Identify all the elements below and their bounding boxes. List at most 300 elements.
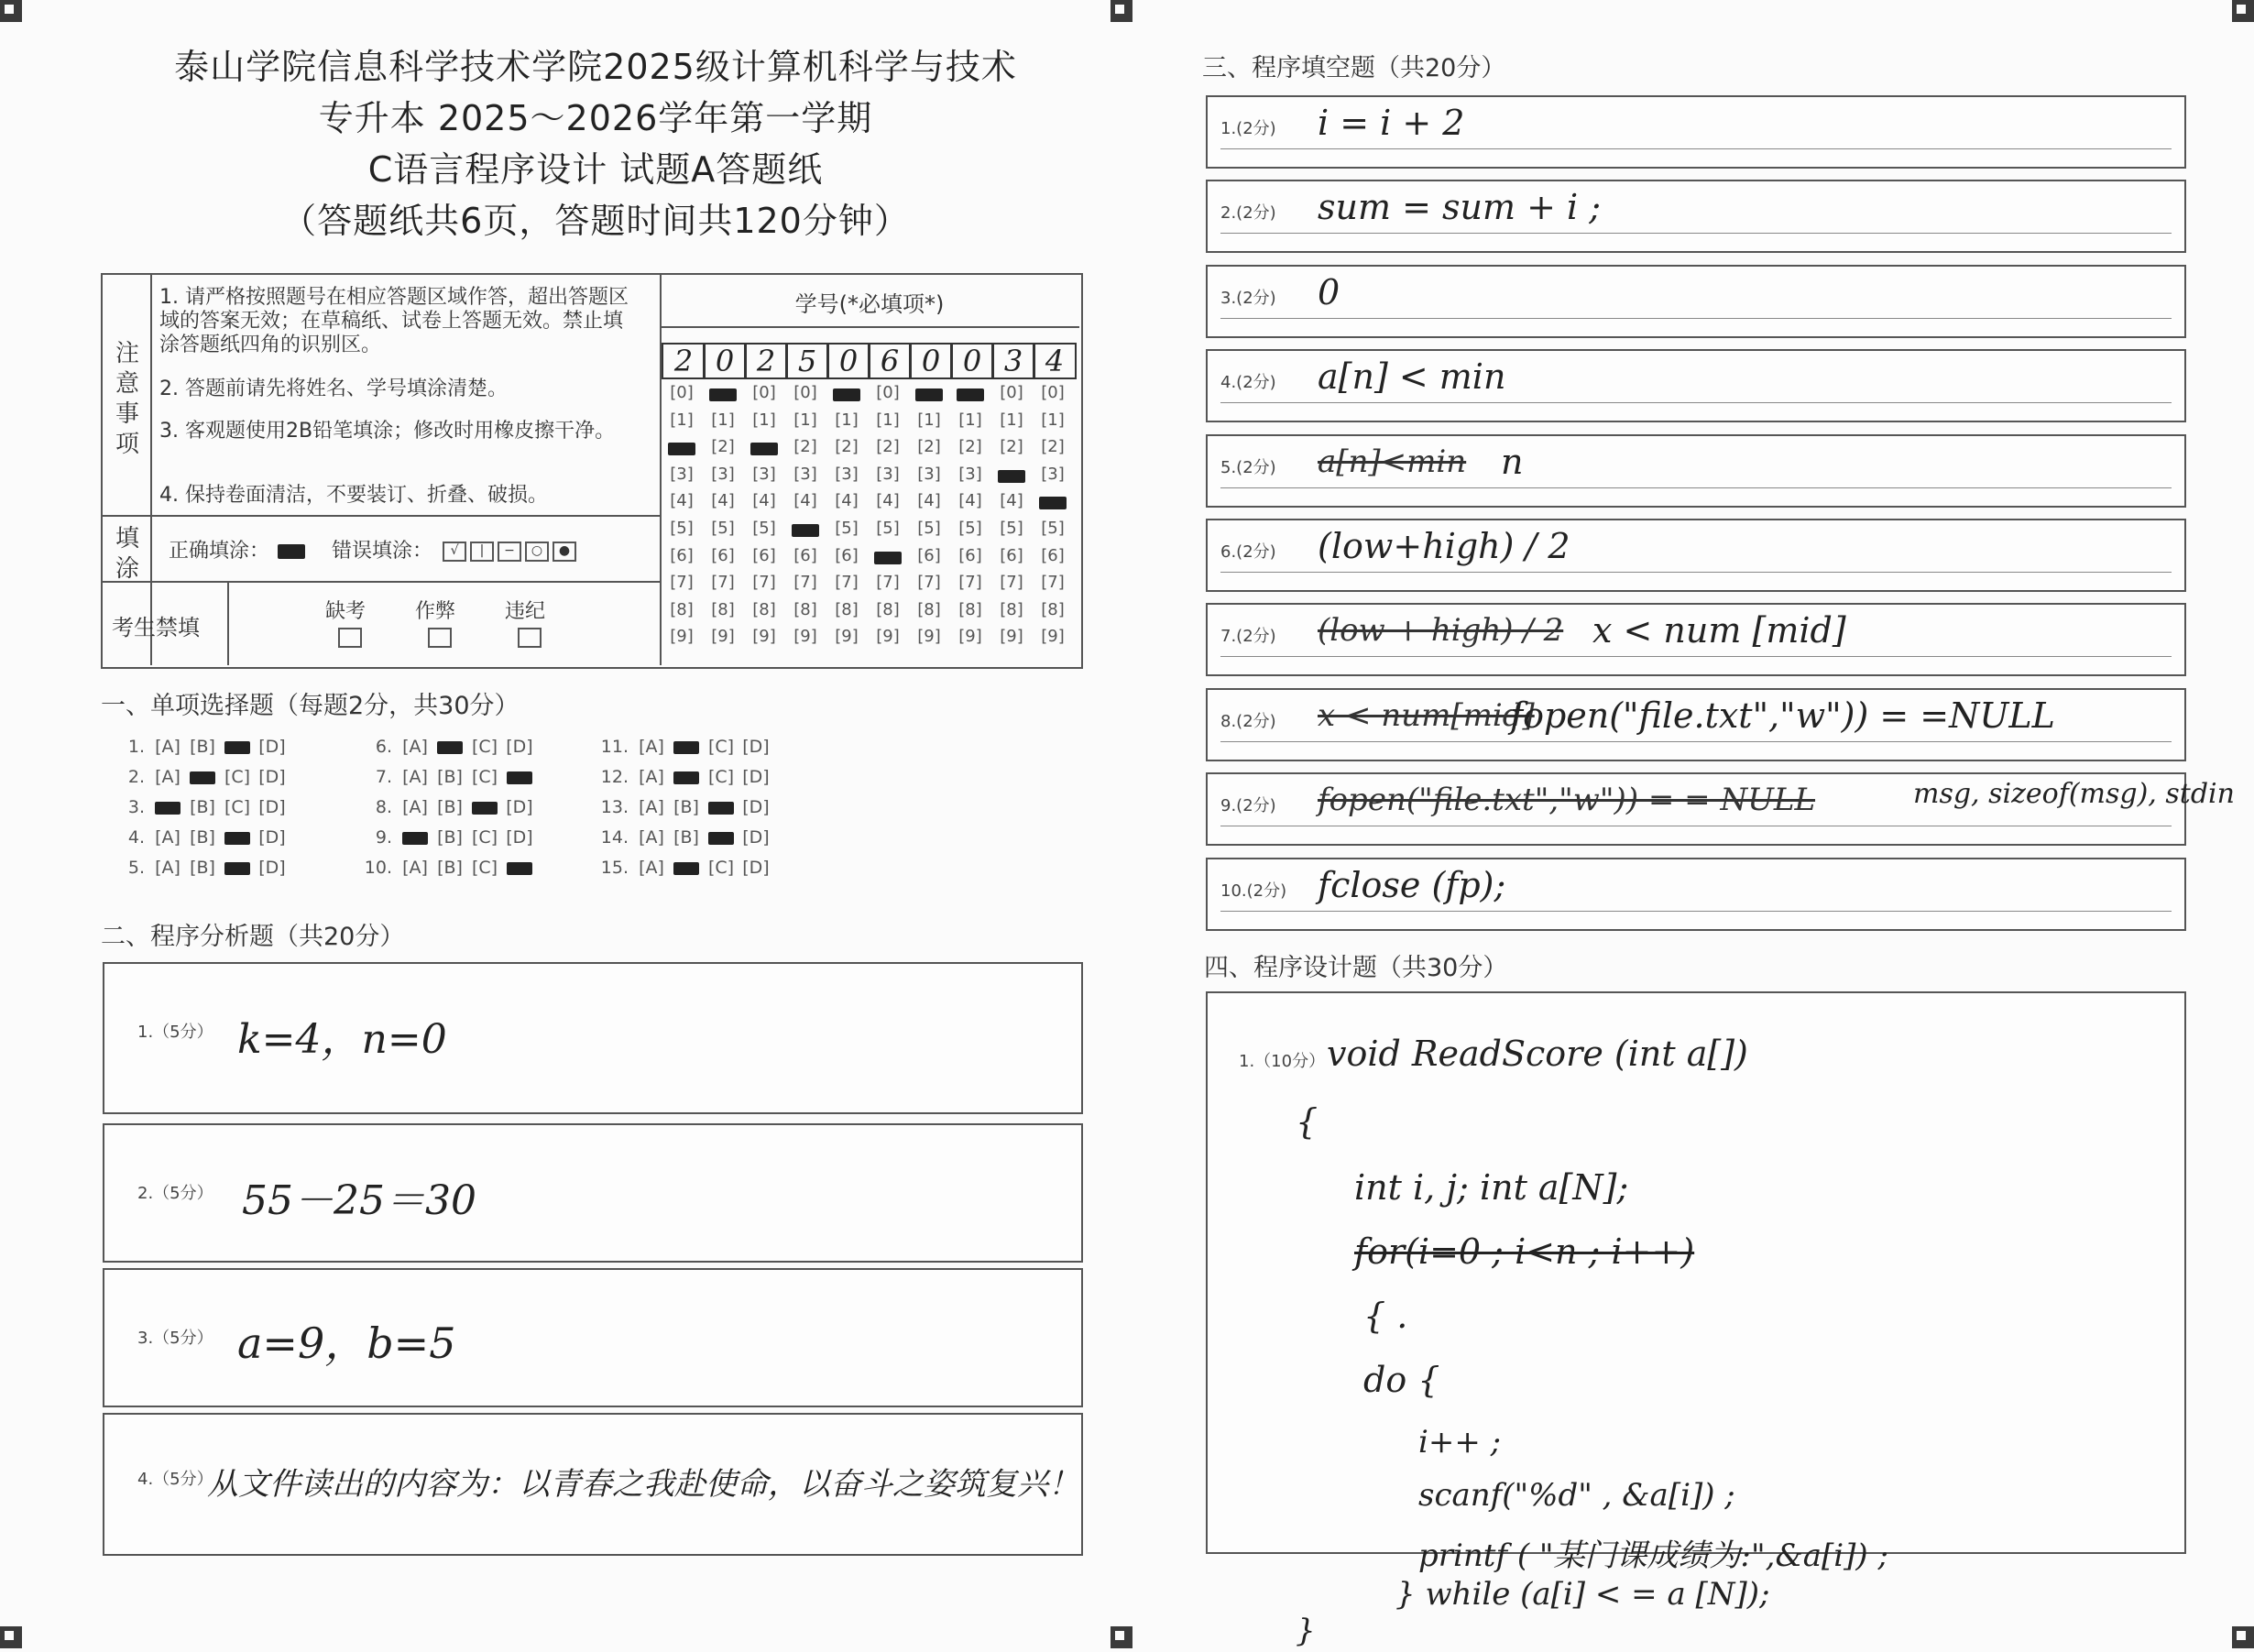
fill-answer: fopen("file.txt","w")) = =NULL bbox=[1510, 695, 2055, 736]
fill-question-label: 5.(2分) bbox=[1220, 457, 1276, 477]
code-line: do { bbox=[1363, 1360, 1440, 1400]
wrong-fill-circle-icon: ○ bbox=[525, 542, 549, 562]
mcq-fill-mark bbox=[708, 832, 734, 845]
student-id-bubble[interactable]: [5] bbox=[1041, 519, 1065, 538]
design-q1-label: 1.（10分） bbox=[1239, 1052, 1326, 1071]
fill-answer-line bbox=[1220, 148, 2172, 149]
mcq-number: 2. bbox=[127, 767, 145, 787]
exam-title-line4: （答题纸共6页，答题时间共120分钟） bbox=[281, 201, 910, 241]
mcq-option[interactable]: [A] bbox=[155, 827, 181, 848]
student-id-bubble[interactable]: [2] bbox=[1041, 437, 1065, 457]
student-id-bubble-filled[interactable] bbox=[709, 388, 737, 401]
fill-answer-line bbox=[1220, 487, 2172, 488]
student-id-bubble[interactable]: [4] bbox=[752, 491, 776, 511]
mcq-fill-mark bbox=[507, 771, 532, 784]
mcq-option-filled[interactable] bbox=[669, 767, 704, 787]
wrong-fill-line-icon: | bbox=[470, 542, 494, 562]
student-id-bubble[interactable]: [7] bbox=[670, 573, 694, 593]
wrong-fill-dash-icon: − bbox=[498, 542, 521, 562]
fill-struck-answer: (low + high) / 2 bbox=[1318, 612, 1564, 650]
mcq-option[interactable]: [C] bbox=[471, 737, 498, 757]
student-id-bubble[interactable]: [1] bbox=[835, 410, 859, 430]
student-id-bubble[interactable]: [7] bbox=[1000, 573, 1023, 593]
student-id-bubble[interactable]: [7] bbox=[835, 573, 859, 593]
student-id-bubble-filled[interactable] bbox=[668, 443, 695, 455]
mcq-fill-mark bbox=[155, 802, 181, 815]
fill-answer: x < num [mid] bbox=[1592, 610, 1846, 651]
student-id-bubble[interactable]: [3] bbox=[835, 464, 859, 484]
student-id-digit: 5 bbox=[785, 343, 829, 379]
mcq-option[interactable]: [A] bbox=[639, 797, 664, 817]
fill-question-label: 3.(2分) bbox=[1220, 288, 1276, 308]
mcq-option-filled[interactable] bbox=[398, 827, 432, 848]
forbid-label: 考生禁填 bbox=[112, 615, 200, 640]
mcq-option[interactable]: [D] bbox=[742, 737, 770, 757]
student-id-bubble[interactable]: [3] bbox=[917, 464, 941, 484]
student-id-bubble[interactable]: [8] bbox=[1041, 599, 1065, 619]
student-id-bubble[interactable]: [9] bbox=[711, 627, 735, 647]
cheat-checkbox[interactable] bbox=[428, 628, 452, 648]
mcq-option[interactable]: [A] bbox=[402, 767, 428, 787]
mcq-option-filled[interactable] bbox=[185, 767, 220, 787]
mcq-fill-mark bbox=[472, 802, 498, 815]
student-id-bubble[interactable]: [6] bbox=[917, 545, 941, 565]
student-id-bubble[interactable]: [1] bbox=[1041, 410, 1065, 430]
analysis-answer-box-3[interactable] bbox=[103, 1268, 1083, 1407]
student-id-bubble[interactable]: [6] bbox=[752, 545, 776, 565]
mcq-option[interactable]: [A] bbox=[639, 737, 664, 757]
student-id-bubble[interactable]: [1] bbox=[958, 410, 982, 430]
exam-title-line3: C语言程序设计 试题A答题纸 bbox=[367, 149, 824, 190]
fill-answer-box[interactable] bbox=[1206, 180, 2186, 253]
mcq-number: 9. bbox=[375, 827, 392, 848]
fill-question-label: 1.(2分) bbox=[1220, 119, 1276, 138]
mcq-option[interactable]: [D] bbox=[258, 827, 286, 848]
analysis-q1-label: 1.（5分） bbox=[137, 1023, 213, 1042]
mcq-fill-mark bbox=[402, 832, 428, 845]
student-id-bubble[interactable]: [9] bbox=[670, 627, 694, 647]
analysis-q2-answer: 55－25＝30 bbox=[242, 1177, 476, 1224]
mcq-fill-mark bbox=[224, 741, 250, 754]
student-id-bubble[interactable]: [9] bbox=[793, 627, 817, 647]
student-id-bubble[interactable]: [9] bbox=[752, 627, 776, 647]
notice-item-2: 2. 答题前请先将姓名、学号填涂清楚。 bbox=[159, 377, 508, 400]
analysis-q3-label: 3.（5分） bbox=[137, 1329, 213, 1348]
student-id-bubble[interactable]: [6] bbox=[670, 545, 694, 565]
mcq-row bbox=[359, 737, 537, 757]
section3-title: 三、程序填空题（共20分） bbox=[1202, 54, 1506, 82]
corner-mark-bottom-center bbox=[1111, 1626, 1132, 1648]
mcq-option[interactable]: [C] bbox=[707, 737, 735, 757]
student-id-bubble[interactable]: [1] bbox=[876, 410, 900, 430]
mcq-number: 8. bbox=[375, 797, 392, 817]
mcq-option[interactable]: [A] bbox=[402, 858, 428, 878]
corner-mark-bottom-right bbox=[2232, 1626, 2254, 1648]
code-line: printf ( "某门课成绩为:",&a[i]) ; bbox=[1418, 1537, 1888, 1574]
student-id-bubble[interactable]: [1] bbox=[711, 410, 735, 430]
student-id-bubble[interactable]: [0] bbox=[1041, 383, 1065, 402]
exam-title-line1: 泰山学院信息科学技术学院2025级计算机科学与技术 bbox=[174, 47, 1017, 87]
design-answer-box[interactable] bbox=[1206, 991, 2186, 1649]
student-id-bubble[interactable]: [6] bbox=[1000, 545, 1023, 565]
student-id-bubble[interactable]: [5] bbox=[958, 519, 982, 538]
mcq-option[interactable]: [A] bbox=[639, 827, 664, 848]
analysis-q4-label: 4.（5分） bbox=[137, 1470, 213, 1489]
student-id-bubble[interactable]: [5] bbox=[711, 519, 735, 538]
mcq-option[interactable]: [D] bbox=[742, 767, 770, 787]
student-id-bubble[interactable]: [9] bbox=[958, 627, 982, 647]
student-id-digit: 2 bbox=[662, 343, 706, 379]
analysis-answer-box-2[interactable] bbox=[103, 1123, 1083, 1263]
student-id-bubble[interactable]: [3] bbox=[752, 464, 776, 484]
mcq-row bbox=[112, 858, 290, 878]
mcq-row bbox=[359, 827, 537, 848]
student-id-bubble[interactable]: [0] bbox=[670, 383, 694, 402]
mcq-option[interactable]: [A] bbox=[639, 858, 664, 878]
fill-answer-line bbox=[1220, 741, 2172, 742]
code-line: i++ ; bbox=[1418, 1424, 1502, 1461]
absent-checkbox[interactable] bbox=[338, 628, 362, 648]
code-line: scanf("%d" , &a[i]) ; bbox=[1418, 1477, 1735, 1514]
code-line: } while (a[i] < = a [N]); bbox=[1395, 1576, 1770, 1613]
mcq-option[interactable]: [A] bbox=[402, 797, 428, 817]
mcq-option-filled[interactable] bbox=[432, 737, 467, 757]
mcq-option[interactable]: [D] bbox=[258, 767, 286, 787]
mcq-fill-mark bbox=[507, 862, 532, 875]
student-id-bubble[interactable]: [1] bbox=[917, 410, 941, 430]
mcq-option[interactable]: [C] bbox=[471, 858, 498, 878]
mcq-option-filled[interactable] bbox=[502, 858, 537, 878]
mcq-option[interactable]: [C] bbox=[707, 767, 735, 787]
fill-answer: n bbox=[1501, 441, 1524, 482]
student-id-bubble[interactable]: [8] bbox=[752, 599, 776, 619]
fill-label: 填涂 bbox=[115, 525, 139, 583]
student-id-bubble[interactable]: [6] bbox=[793, 545, 817, 565]
student-id-digit: 4 bbox=[1033, 343, 1077, 379]
student-id-bubble[interactable]: [1] bbox=[793, 410, 817, 430]
fill-answer-line bbox=[1220, 572, 2172, 573]
mcq-number: 7. bbox=[375, 767, 392, 787]
mcq-option[interactable]: [D] bbox=[506, 737, 533, 757]
student-id-bubble[interactable]: [7] bbox=[752, 573, 776, 593]
mcq-number: 4. bbox=[127, 827, 145, 848]
fill-answer-box[interactable] bbox=[1206, 434, 2186, 508]
mcq-fill-mark bbox=[673, 771, 699, 784]
fill-answer-box[interactable] bbox=[1206, 95, 2186, 169]
student-id-title: 学号(*必填项*) bbox=[794, 291, 945, 317]
student-id-bubble[interactable]: [3] bbox=[711, 464, 735, 484]
mcq-option-filled[interactable] bbox=[502, 767, 537, 787]
student-id-bubble[interactable]: [7] bbox=[876, 573, 900, 593]
mcq-option-filled[interactable] bbox=[220, 858, 255, 878]
wrong-fill-dot-icon: ● bbox=[553, 542, 576, 562]
student-id-bubble[interactable]: [4] bbox=[917, 491, 941, 511]
student-id-bubble[interactable]: [3] bbox=[1041, 464, 1065, 484]
mcq-row bbox=[112, 767, 290, 787]
mcq-option[interactable]: [B] bbox=[673, 797, 699, 817]
mcq-option-filled[interactable] bbox=[669, 737, 704, 757]
mcq-option[interactable]: [C] bbox=[224, 797, 251, 817]
student-id-bubble[interactable]: [5] bbox=[1000, 519, 1023, 538]
student-id-bubble[interactable]: [2] bbox=[1000, 437, 1023, 457]
mcq-fill-mark bbox=[437, 741, 463, 754]
student-id-bubble[interactable]: [9] bbox=[1041, 627, 1065, 647]
student-id-bubble[interactable]: [1] bbox=[752, 410, 776, 430]
mcq-option[interactable]: [D] bbox=[506, 827, 533, 848]
mcq-option[interactable]: [B] bbox=[190, 797, 215, 817]
student-id-digit: 0 bbox=[703, 343, 747, 379]
mcq-option[interactable]: [B] bbox=[437, 797, 463, 817]
mcq-option[interactable]: [D] bbox=[258, 858, 286, 878]
fill-question-label: 4.(2分) bbox=[1220, 373, 1276, 393]
mcq-number: 15. bbox=[600, 858, 629, 878]
fill-struck-answer: x < num[mid] bbox=[1318, 696, 1535, 734]
mcq-option[interactable]: [B] bbox=[190, 737, 215, 757]
correct-fill-sample bbox=[278, 544, 305, 559]
student-id-bubble[interactable]: [4] bbox=[958, 491, 982, 511]
student-id-bubble-filled[interactable] bbox=[998, 470, 1025, 483]
student-id-bubble[interactable]: [3] bbox=[958, 464, 982, 484]
code-line: { bbox=[1296, 1101, 1318, 1142]
section2-title: 二、程序分析题（共20分） bbox=[101, 923, 405, 951]
student-id-bubble[interactable]: [9] bbox=[835, 627, 859, 647]
section1-title: 一、单项选择题（每题2分，共30分） bbox=[101, 692, 520, 720]
mcq-option[interactable]: [A] bbox=[155, 737, 181, 757]
student-id-bubble[interactable]: [4] bbox=[711, 491, 735, 511]
mcq-option-filled[interactable] bbox=[220, 827, 255, 848]
mcq-fill-mark bbox=[224, 862, 250, 875]
student-id-bubble[interactable]: [4] bbox=[670, 491, 694, 511]
fill-answer-box[interactable] bbox=[1206, 858, 2186, 931]
mcq-number: 11. bbox=[600, 737, 629, 757]
fill-answer: fclose (fp); bbox=[1318, 864, 1506, 905]
student-id-bubble[interactable]: [5] bbox=[917, 519, 941, 538]
mcq-option[interactable]: [A] bbox=[155, 767, 181, 787]
mcq-option[interactable]: [D] bbox=[742, 797, 770, 817]
fill-answer: (low+high) / 2 bbox=[1318, 526, 1570, 566]
mcq-row bbox=[359, 767, 537, 787]
student-id-bubble[interactable]: [4] bbox=[876, 491, 900, 511]
analysis-answer-box-1[interactable] bbox=[103, 962, 1083, 1114]
mcq-option[interactable]: [B] bbox=[190, 827, 215, 848]
fill-question-label: 9.(2分) bbox=[1220, 796, 1276, 816]
mcq-option-filled[interactable] bbox=[467, 797, 502, 817]
mcq-number: 1. bbox=[127, 737, 145, 757]
exam-title-line2: 专升本 2025～2026学年第一学期 bbox=[318, 98, 873, 138]
mcq-option[interactable]: [A] bbox=[155, 858, 181, 878]
correct-fill-label: 正确填涂： bbox=[169, 540, 270, 563]
mcq-fill-mark bbox=[224, 832, 250, 845]
student-id-digit: 0 bbox=[909, 343, 953, 379]
mcq-row bbox=[596, 767, 773, 787]
student-id-bubble[interactable]: [0] bbox=[876, 383, 900, 402]
mcq-row bbox=[112, 797, 290, 817]
analysis-q3-answer: a=9，b=5 bbox=[237, 1318, 456, 1368]
student-id-bubble[interactable]: [1] bbox=[670, 410, 694, 430]
fill-answer-box[interactable] bbox=[1206, 688, 2186, 761]
student-id-bubble-filled[interactable] bbox=[750, 443, 778, 455]
student-id-bubble[interactable]: [8] bbox=[670, 599, 694, 619]
mcq-row bbox=[359, 797, 537, 817]
student-id-bubble[interactable]: [0] bbox=[1000, 383, 1023, 402]
student-id-bubble[interactable]: [8] bbox=[1000, 599, 1023, 619]
violation-label: 违纪 bbox=[504, 600, 545, 623]
mcq-option[interactable]: [C] bbox=[707, 858, 735, 878]
student-id-bubble[interactable]: [7] bbox=[958, 573, 982, 593]
student-id-bubble-filled[interactable] bbox=[792, 524, 819, 537]
student-id-bubble-filled[interactable] bbox=[833, 388, 860, 401]
student-id-bubble[interactable]: [5] bbox=[835, 519, 859, 538]
student-id-bubble-filled[interactable] bbox=[957, 388, 984, 401]
cheat-label: 作弊 bbox=[414, 600, 455, 623]
student-id-bubble[interactable]: [6] bbox=[1041, 545, 1065, 565]
analysis-answer-box-4[interactable] bbox=[103, 1413, 1083, 1556]
student-id-bubble[interactable]: [8] bbox=[793, 599, 817, 619]
student-id-bubble-filled[interactable] bbox=[915, 388, 943, 401]
student-id-bubble[interactable]: [3] bbox=[876, 464, 900, 484]
wrong-fill-check-icon: √ bbox=[443, 542, 466, 562]
corner-mark-top-left bbox=[0, 0, 22, 22]
student-id-bubble[interactable]: [2] bbox=[835, 437, 859, 457]
mcq-option[interactable]: [D] bbox=[258, 797, 286, 817]
student-id-bubble[interactable]: [8] bbox=[876, 599, 900, 619]
student-id-bubble[interactable]: [8] bbox=[711, 599, 735, 619]
corner-mark-bottom-left bbox=[0, 1626, 22, 1648]
mcq-option[interactable]: [C] bbox=[471, 767, 498, 787]
mcq-option[interactable]: [A] bbox=[402, 737, 428, 757]
student-id-bubble[interactable]: [9] bbox=[1000, 627, 1023, 647]
student-id-bubble[interactable]: [5] bbox=[670, 519, 694, 538]
student-id-bubble[interactable]: [6] bbox=[711, 545, 735, 565]
fill-question-label: 6.(2分) bbox=[1220, 542, 1276, 562]
mcq-row bbox=[112, 737, 290, 757]
mcq-option[interactable]: [B] bbox=[437, 767, 463, 787]
student-id-bubble[interactable]: [2] bbox=[917, 437, 941, 457]
fill-answer: i = i + 2 bbox=[1318, 103, 1465, 143]
student-id-bubble[interactable]: [7] bbox=[711, 573, 735, 593]
violation-checkbox[interactable] bbox=[518, 628, 542, 648]
fill-struck-answer: a[n]<min bbox=[1318, 443, 1467, 480]
notice-label: 注意事项 bbox=[115, 340, 139, 458]
notice-item-1: 1. 请严格按照题号在相应答题区域作答，超出答题区域的答案无效；在草稿纸、试卷上答题无效。禁止填涂答题纸四角的识别区。 bbox=[159, 286, 629, 356]
student-id-bubble[interactable]: [8] bbox=[958, 599, 982, 619]
mcq-row bbox=[596, 827, 773, 848]
fill-answer-box[interactable] bbox=[1206, 265, 2186, 338]
mcq-row bbox=[596, 737, 773, 757]
student-id-bubble[interactable]: [6] bbox=[958, 545, 982, 565]
mcq-option[interactable]: [B] bbox=[673, 827, 699, 848]
mcq-option-filled[interactable] bbox=[704, 797, 739, 817]
fill-question-label: 7.(2分) bbox=[1220, 627, 1276, 647]
student-id-bubble[interactable]: [2] bbox=[958, 437, 982, 457]
student-id-bubble[interactable]: [2] bbox=[876, 437, 900, 457]
fill-question-label: 10.(2分) bbox=[1220, 881, 1287, 901]
code-line: void ReadScore (int a[]) bbox=[1327, 1034, 1748, 1074]
analysis-q2-label: 2.（5分） bbox=[137, 1184, 213, 1203]
mcq-option[interactable]: [D] bbox=[506, 797, 533, 817]
mcq-number: 3. bbox=[127, 797, 145, 817]
fill-struck-answer: fopen("file.txt","w")) = = NULL bbox=[1318, 782, 1816, 819]
student-id-bubble[interactable]: [6] bbox=[835, 545, 859, 565]
student-id-bubble[interactable]: [0] bbox=[752, 383, 776, 402]
student-id-bubble[interactable]: [3] bbox=[670, 464, 694, 484]
fill-question-label: 8.(2分) bbox=[1220, 711, 1276, 731]
student-id-bubble[interactable]: [8] bbox=[835, 599, 859, 619]
mcq-number: 6. bbox=[375, 737, 392, 757]
code-line: { . bbox=[1363, 1296, 1408, 1336]
wrong-fill-label: 错误填涂： bbox=[332, 540, 433, 563]
student-id-bubble[interactable]: [9] bbox=[876, 627, 900, 647]
mcq-option[interactable]: [B] bbox=[437, 858, 463, 878]
fill-answer-box[interactable] bbox=[1206, 772, 2235, 846]
mcq-option-filled[interactable] bbox=[669, 858, 704, 878]
student-id-digit: 2 bbox=[744, 343, 788, 379]
mcq-option-filled[interactable] bbox=[220, 737, 255, 757]
mcq-option[interactable]: [B] bbox=[190, 858, 215, 878]
student-id-bubble[interactable]: [1] bbox=[1000, 410, 1023, 430]
student-id-bubble[interactable]: [7] bbox=[793, 573, 817, 593]
student-id-bubble[interactable]: [2] bbox=[793, 437, 817, 457]
student-id-bubble[interactable]: [9] bbox=[917, 627, 941, 647]
mcq-row bbox=[112, 827, 290, 848]
fill-answer-box[interactable] bbox=[1206, 603, 2186, 676]
mcq-option[interactable]: [D] bbox=[742, 827, 770, 848]
fill-answer-line bbox=[1220, 656, 2172, 657]
corner-mark-top-right bbox=[2232, 0, 2254, 22]
mcq-row bbox=[596, 797, 773, 817]
student-id-bubble[interactable]: [4] bbox=[835, 491, 859, 511]
student-id-digit: 0 bbox=[826, 343, 870, 379]
analysis-q4-answer: 从文件读出的内容为：以青春之我赴使命，以奋斗之姿筑复兴！ bbox=[207, 1466, 1079, 1503]
student-id-bubble[interactable]: [7] bbox=[1041, 573, 1065, 593]
student-id-bubble[interactable]: [5] bbox=[876, 519, 900, 538]
mcq-option[interactable]: [C] bbox=[224, 767, 251, 787]
student-id-bubble[interactable]: [8] bbox=[917, 599, 941, 619]
student-id-bubble[interactable]: [4] bbox=[793, 491, 817, 511]
student-id-digit: 0 bbox=[950, 343, 994, 379]
mcq-fill-mark bbox=[673, 741, 699, 754]
student-id-bubble[interactable]: [4] bbox=[1000, 491, 1023, 511]
mcq-option[interactable]: [A] bbox=[639, 767, 664, 787]
mcq-option-filled[interactable] bbox=[704, 827, 739, 848]
fill-question-label: 2.(2分) bbox=[1220, 203, 1276, 224]
student-id-bubble-filled[interactable] bbox=[1039, 497, 1067, 509]
fill-answer-line bbox=[1220, 318, 2172, 319]
student-id-bubble[interactable]: [7] bbox=[917, 573, 941, 593]
notice-item-3: 3. 客观题使用2B铅笔填涂；修改时用橡皮擦干净。 bbox=[159, 420, 616, 443]
student-id-digit: 6 bbox=[868, 343, 912, 379]
mcq-number: 13. bbox=[600, 797, 629, 817]
student-id-bubble[interactable]: [0] bbox=[793, 383, 817, 402]
mcq-option[interactable]: [D] bbox=[742, 858, 770, 878]
mcq-option[interactable]: [D] bbox=[258, 737, 286, 757]
mcq-option[interactable]: [C] bbox=[471, 827, 498, 848]
fill-answer-line bbox=[1220, 402, 2172, 403]
fill-answer: sum = sum + i ; bbox=[1318, 187, 1602, 228]
fill-answer-box[interactable] bbox=[1206, 519, 2186, 592]
student-id-bubble[interactable]: [2] bbox=[711, 437, 735, 457]
mcq-row bbox=[596, 858, 773, 878]
corner-mark-top-center bbox=[1111, 0, 1132, 22]
fill-answer-box[interactable] bbox=[1206, 349, 2186, 422]
absent-label: 缺考 bbox=[324, 600, 366, 623]
student-id-bubble[interactable]: [5] bbox=[752, 519, 776, 538]
student-id-bubble[interactable]: [3] bbox=[793, 464, 817, 484]
student-id-bubble-filled[interactable] bbox=[874, 552, 902, 564]
mcq-option-filled[interactable] bbox=[150, 797, 185, 817]
mcq-option[interactable]: [B] bbox=[437, 827, 463, 848]
analysis-q1-answer: k=4，n=0 bbox=[237, 1016, 447, 1063]
